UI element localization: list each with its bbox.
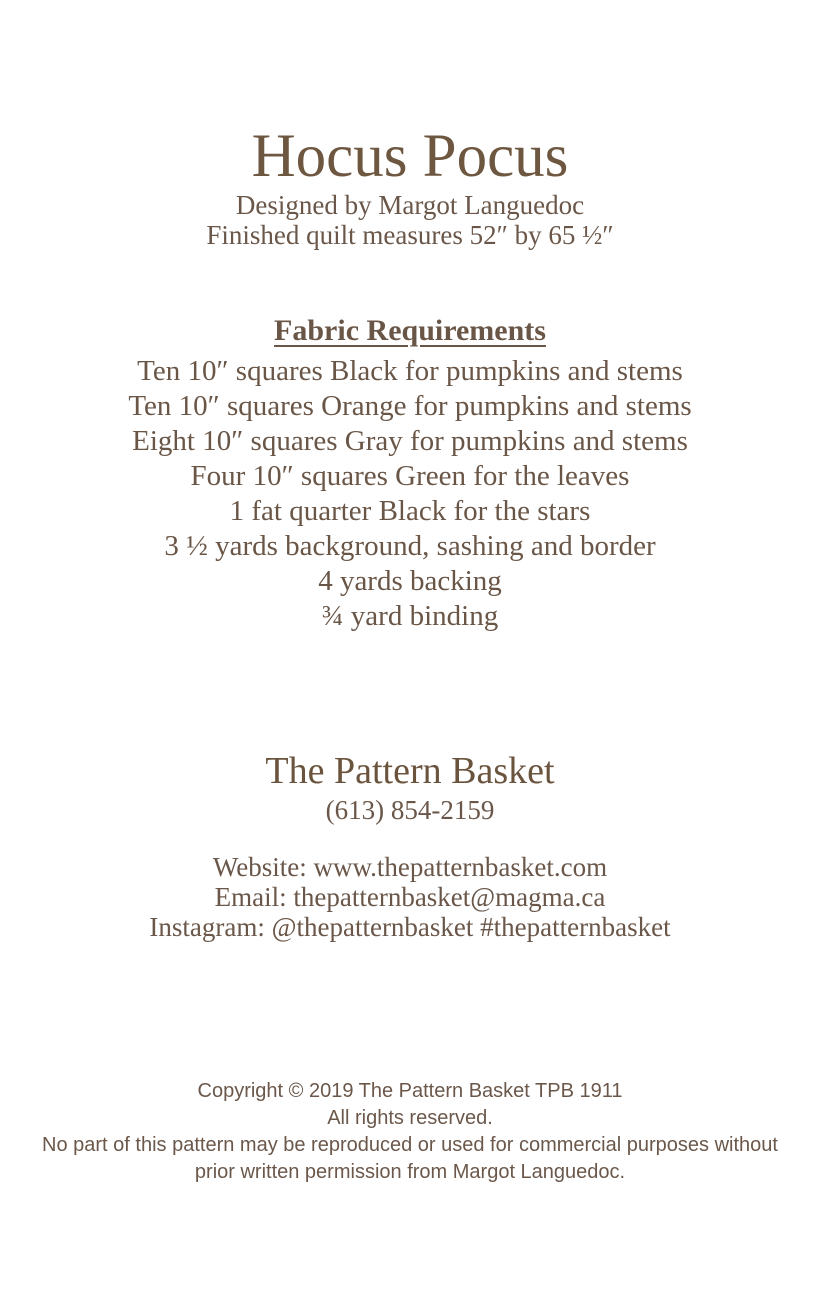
fabric-requirements-heading: Fabric Requirements bbox=[274, 313, 546, 347]
fabric-line-binding: ¾ yard binding bbox=[321, 599, 499, 632]
contact-section bbox=[0, 852, 820, 942]
fabric-line-fat-quarter: 1 fat quarter Black for the stars bbox=[229, 494, 591, 527]
brand-section bbox=[0, 749, 820, 826]
copyright-line-4: prior written permission from Margot Languedoc. bbox=[194, 1160, 626, 1183]
phone-number: (613) 854-2159 bbox=[325, 794, 495, 825]
website-line: Website: www.thepatternbasket.com bbox=[212, 851, 608, 882]
copyright-line-3: No part of this pattern may be reproduced or used for commercial purposes without bbox=[42, 1133, 778, 1156]
instagram-line: Instagram: @thepatternbasket #thepatternbasket bbox=[149, 911, 671, 942]
header bbox=[0, 0, 820, 250]
finished-size: Finished quilt measures 52″ by 65 ½″ bbox=[206, 219, 614, 250]
copyright-line-2: All rights reserved. bbox=[327, 1106, 493, 1129]
copyright-line-1: Copyright © 2019 The Pattern Basket TPB 1911 bbox=[197, 1079, 623, 1102]
pattern-title: Hocus Pocus bbox=[251, 123, 569, 190]
fabric-line-backing: 4 yards backing bbox=[318, 564, 502, 597]
fabric-requirements-section bbox=[0, 314, 820, 634]
fabric-line-gray-squares: Eight 10″ squares Gray for pumpkins and stems bbox=[132, 424, 688, 457]
fabric-line-green-squares: Four 10″ squares Green for the leaves bbox=[190, 459, 630, 492]
fabric-line-black-squares: Ten 10″ squares Black for pumpkins and stems bbox=[137, 354, 683, 387]
copyright-section bbox=[0, 1078, 820, 1186]
fabric-line-orange-squares: Ten 10″ squares Orange for pumpkins and stems bbox=[128, 389, 692, 422]
fabric-line-background: 3 ½ yards background, sashing and border bbox=[164, 529, 656, 562]
designer-credit: Designed by Margot Languedoc bbox=[235, 189, 585, 220]
email-line: Email: thepatternbasket@magma.ca bbox=[214, 881, 606, 912]
brand-name: The Pattern Basket bbox=[265, 749, 555, 792]
